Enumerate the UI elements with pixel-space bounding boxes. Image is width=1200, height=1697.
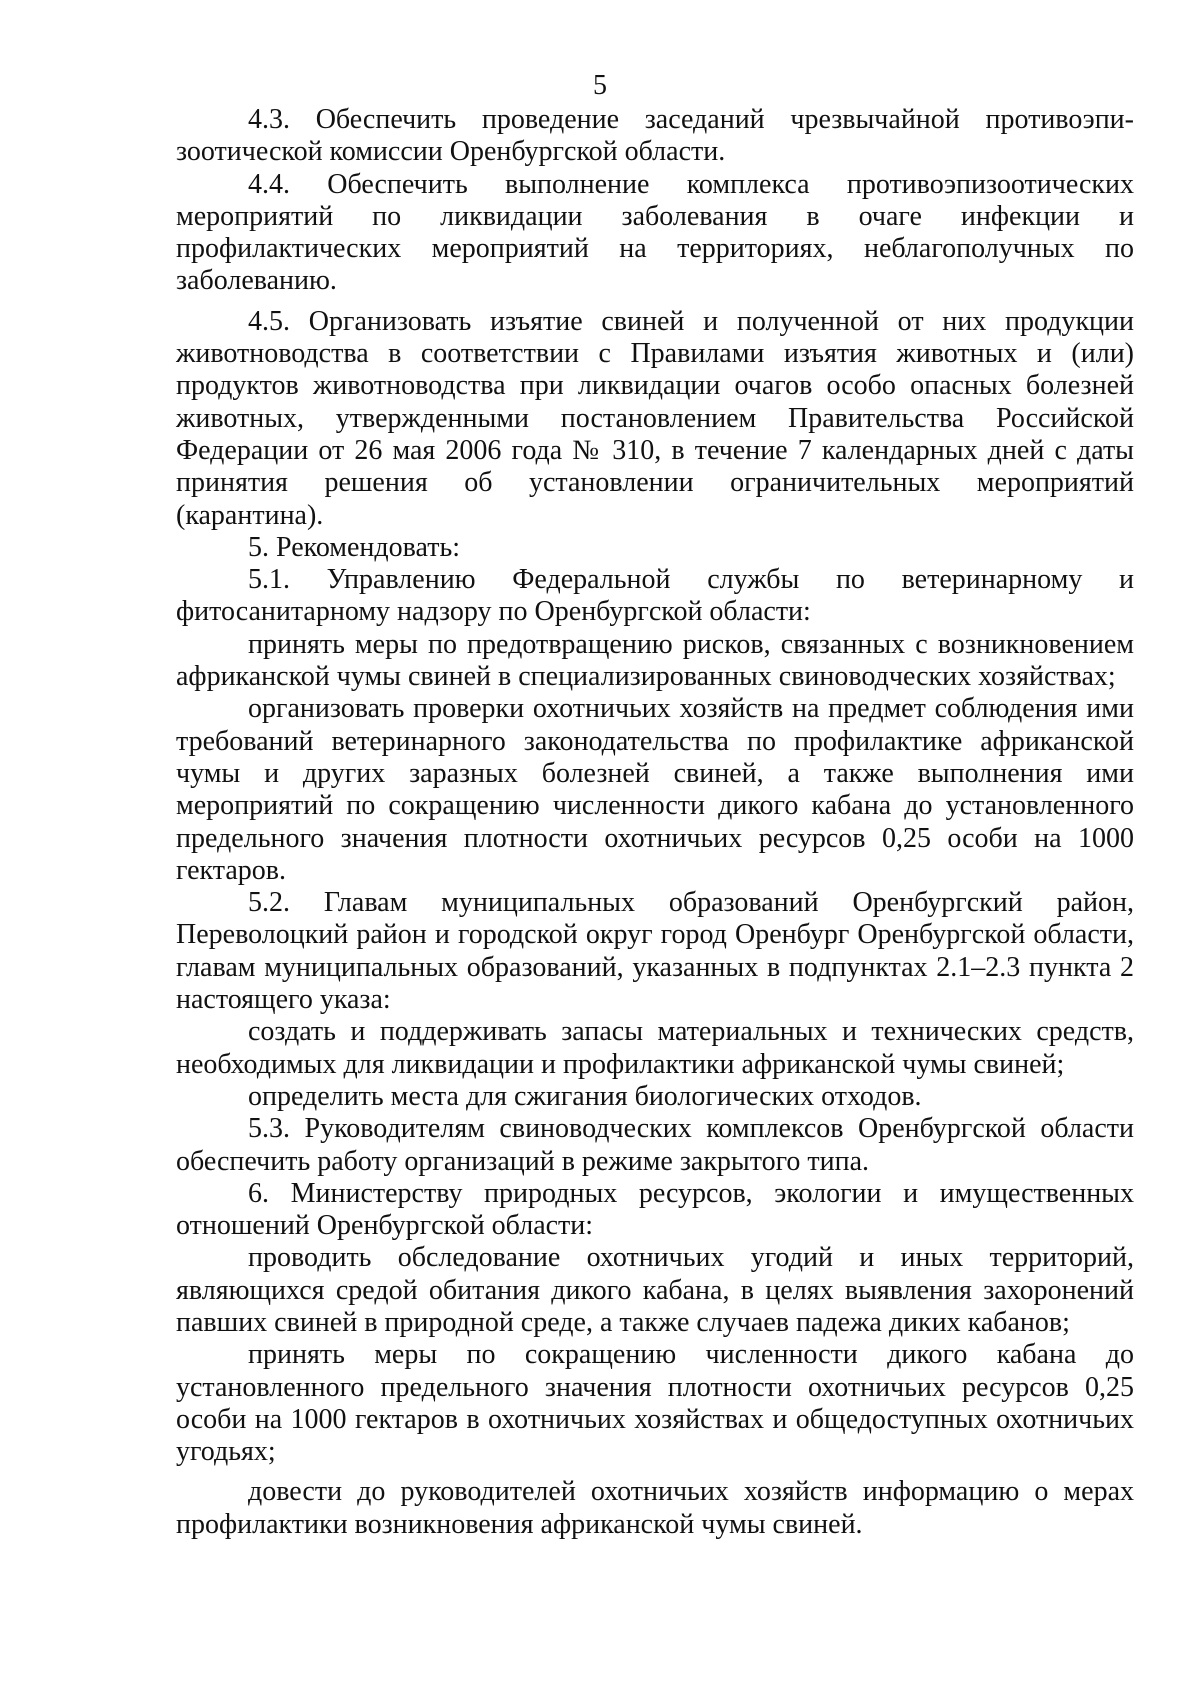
paragraph-5-2: 5.2. Главам муниципальных образований Оренбургский район, Переволоцкий район и городской округ город Оренбург Оренбургской области, главам муниципальных образований, указанных в подпунктах 2.1–2.3 пункта 2 настоящего указа: [176, 887, 1134, 1016]
paragraph-6-item-1: проводить обследование охотничьих угодий и иных территорий, являющихся средой обитания дикого кабана, в целях выявления захоронений павших свиней в природной среде, а также случаев падежа диких кабанов; [176, 1242, 1134, 1338]
paragraph-5-2-item-1: создать и поддерживать запасы материальных и технических средств, необходимых для ликвидации и профилактики африканской чумы свиней; [176, 1016, 1134, 1080]
paragraph-4-3: 4.3. Обеспечить проведение заседаний чрезвычайной противоэпи-зоотической комиссии Оренбургской области. [176, 104, 1134, 168]
paragraph-5-1: 5.1. Управлению Федеральной службы по ветеринарному и фитосанитарному надзору по Оренбургской области: [176, 564, 1134, 628]
paragraph-6-item-2: принять меры по сокращению численности дикого кабана до установленного предельного значения плотности охотничьих ресурсов 0,25 особи на 1000 гектаров в охотничьих хозяйствах и общедоступных охотничьих угодьях; [176, 1339, 1134, 1468]
document-body [176, 104, 1134, 1541]
paragraph-6: 6. Министерству природных ресурсов, экологии и имущественных отношений Оренбургской области: [176, 1177, 1134, 1242]
paragraph-4-4: 4.4. Обеспечить выполнение комплекса противоэпизоотических мероприятий по ликвидации заболевания в очаге инфекции и профилактических мероприятий на территориях, неблагополучных по заболеванию. [176, 168, 1134, 297]
paragraph-5-1-item-1: принять меры по предотвращению рисков, связанных с возникновением африканской чумы свиней в специализированных свиноводческих хозяйствах; [176, 628, 1134, 693]
paragraph-5-3: 5.3. Руководителям свиноводческих комплексов Оренбургской области обеспечить работу организаций в режиме закрытого типа. [176, 1113, 1134, 1177]
paragraph-5-1-item-2: организовать проверки охотничьих хозяйств на предмет соблюдения ими требований ветеринарного законодательства по профилактике африканской чумы и других заразных болезней свиней, а также выполнения ими мероприятий по сокращению численности дикого кабана до установленного предельного значения плотности охотничьих ресурсов 0,25 особи на 1000 гектаров. [176, 693, 1134, 886]
paragraph-4-5: 4.5. Организовать изъятие свиней и полученной от них продукции животноводства в соответствии с Правилами изъятия животных и (или) продуктов животноводства при ликвидации очагов особо опасных болезней животных, утвержденными постановлением Правительства Российской Федерации от 26 мая 2006 года № 310, в течение 7 календарных дней с даты принятия решения об установлении ограничительных мероприятий (карантина). [176, 305, 1134, 531]
paragraph-5: 5. Рекомендовать: [248, 531, 460, 563]
page-number: 5 [593, 70, 607, 101]
paragraph-6-item-3: довести до руководителей охотничьих хозяйств информацию о мерах профилактики возникновения африканской чумы свиней. [176, 1476, 1134, 1540]
paragraph-5-2-item-2: определить места для сжигания биологических отходов. [248, 1080, 922, 1112]
